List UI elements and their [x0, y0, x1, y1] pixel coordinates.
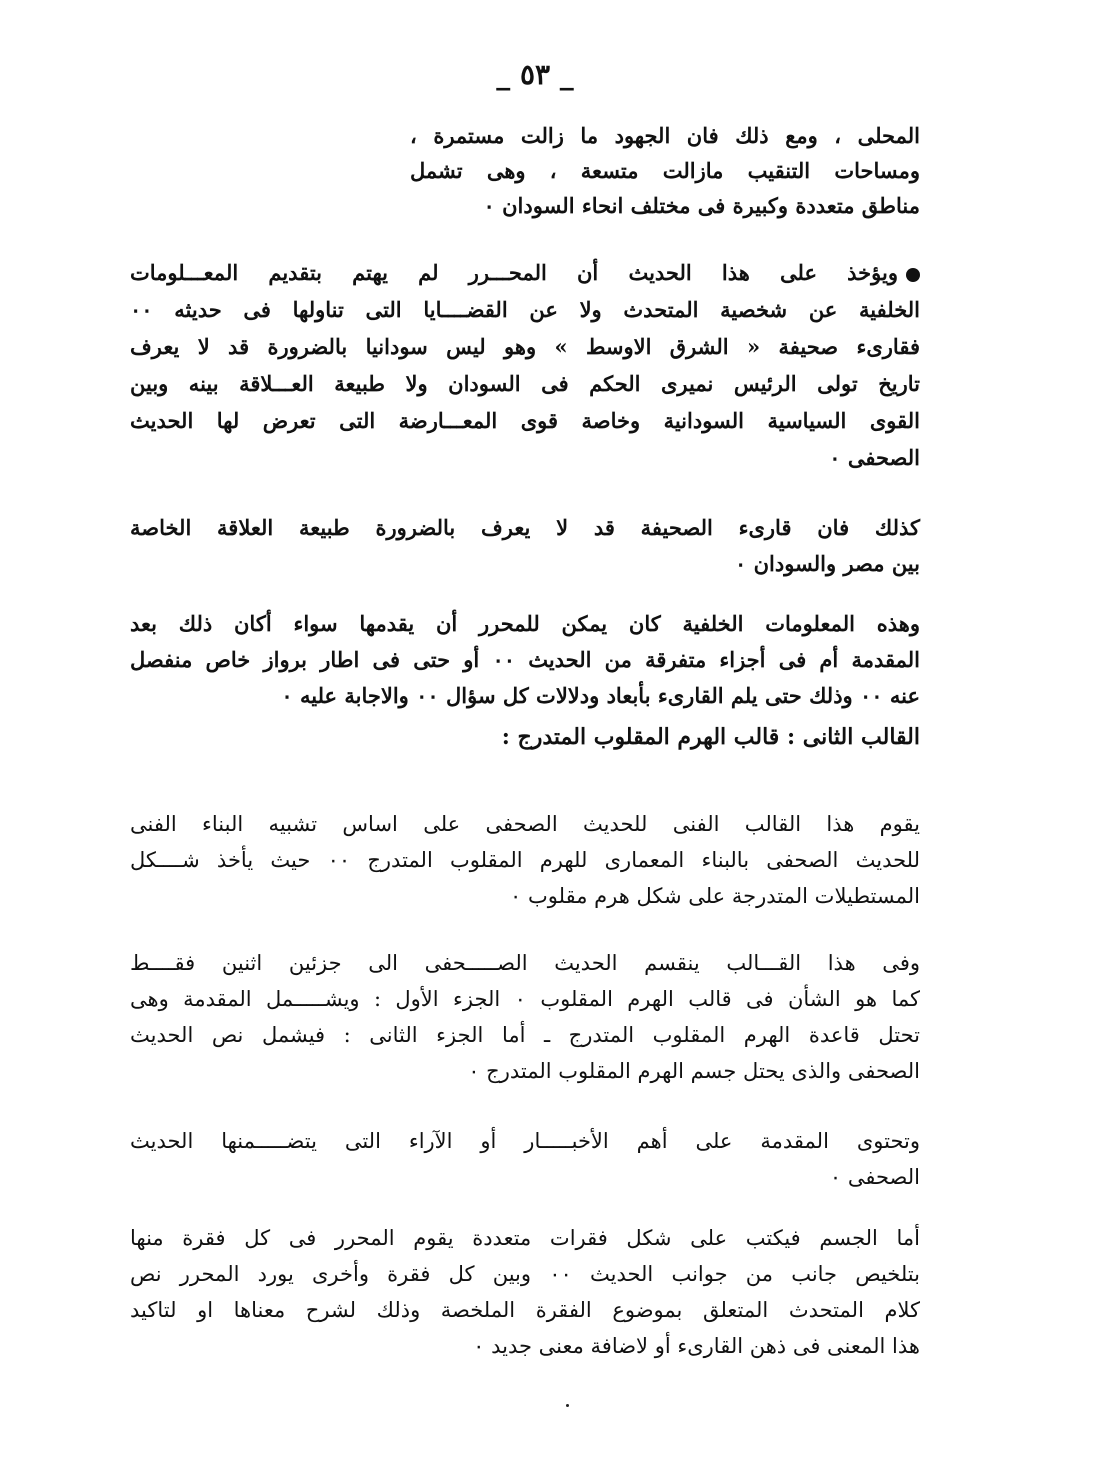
text-line: وتحتوى المقدمة على أهم الأخبـــــار أو الآراء التى يتضـــــمنها الحديث	[130, 1129, 920, 1153]
text-line: هذا المعنى فى ذهن القارىء أو لاضافة معنى جديد ٠	[473, 1334, 920, 1358]
text-line: كذلك فان قارىء الصحيفة قد لا يعرف بالضرورة طبيعة العلاقة الخاصة	[130, 515, 920, 540]
text-line: مناطق متعددة وكبيرة فى مختلف انحاء السودان ٠	[483, 193, 920, 218]
scan-speck	[566, 1404, 569, 1407]
text-line: القوى السياسية السودانية وخاصة قوى المعـــارضة التى تعرض لها الحديث	[130, 408, 920, 433]
section-heading: القالب الثانى : قالب الهرم المقلوب المتدرج :	[501, 724, 920, 750]
paragraph-template-definition	[130, 814, 920, 922]
text-line: تحتل قاعدة الهرم المقلوب المتدرج ـ أما الجزء الثانى : فيشمل نص الحديث	[130, 1023, 920, 1047]
text-line: كما هو الشأن فى قالب الهرم المقلوب ٠ الجزء الأول : ويشـــــمل المقدمة وهى	[130, 987, 921, 1011]
text-line: يقوم هذا القالب الفنى للحديث الصحفى على اساس تشبيه البناء الفنى	[130, 812, 920, 836]
text-line: وهذه المعلومات الخلفية كان يمكن للمحرر أن يقدمها سواء أكان ذلك بعد	[130, 611, 920, 636]
intro-paragraph	[410, 125, 920, 230]
paragraph-body-structure	[130, 1228, 920, 1372]
paragraph-introduction-content	[130, 1131, 920, 1203]
text-line: للحديث الصحفى بالبناء المعمارى للهرم المقلوب المتدرج ٠٠ حيث يأخذ شــــكل	[130, 848, 921, 872]
text-line: الخلفية عن شخصية المتحدث ولا عن القضــــايا التى تناولها فى حديثه ٠٠	[130, 297, 920, 322]
text-line: وفى هذا القـــالب ينقسم الحديث الصـــــحفى الى جزئين اثنين فقــــط	[130, 951, 920, 975]
text-line: بين مصر والسودان ٠	[735, 551, 920, 576]
text-line: تاريخ تولى الرئيس نميرى الحكم فى السودان ولا طبيعة العـــلاقة بينه وبين	[130, 371, 920, 396]
text-line: ومساحات التنقيب مازالت متسعة ، وهى تشمل	[410, 158, 920, 183]
paragraph-template-parts	[130, 953, 920, 1097]
page-number: _ ٥٣ _	[496, 58, 574, 91]
text-line: المحلى ، ومع ذلك فان الجهود ما زالت مستمرة ،	[410, 123, 920, 148]
text-line: فقارىء صحيفة « الشرق الاوسط » وهو ليس سودانيا بالضرورة قد لا يعرف	[130, 334, 920, 359]
text-line: الصحفى ٠	[829, 1165, 920, 1189]
paragraph-egypt-sudan	[130, 517, 920, 589]
text-line: المستطيلات المتدرجة على شكل هرم مقلوب ٠	[510, 884, 920, 908]
text-line: أما الجسم فيكتب على شكل فقرات متعددة يقوم المحرر فى كل فقرة منها	[130, 1226, 920, 1250]
text-line: الصحفى والذى يحتل جسم الهرم المقلوب المتدرج ٠	[468, 1059, 920, 1083]
paragraph-editor-info	[130, 613, 920, 721]
text-line: كلام المتحدث المتعلق بموضوع الفقرة الملخصة وذلك لشرح معناها او لتاكيد	[130, 1298, 920, 1322]
text-line: المقدمة أم فى أجزاء متفرقة من الحديث ٠٠ أو حتى فى اطار برواز خاص منفصل	[130, 647, 920, 672]
text-line: الصحفى ٠	[829, 445, 920, 470]
paragraph-background-info	[130, 262, 920, 484]
text-line: ويؤخذ على هذا الحديث أن المحـــرر لم يهتم بتقديم المعـــلومات	[130, 260, 898, 285]
text-line: بتلخيص جانب من جوانب الحديث ٠٠ وبين كل فقرة وأخرى يورد المحرر نص	[130, 1262, 920, 1286]
text-line: عنه ٠٠ وذلك حتى يلم القارىء بأبعاد ودلالات كل سؤال ٠٠ والاجابة عليه ٠	[281, 683, 920, 708]
bullet-icon	[906, 268, 920, 282]
text-line-with-bullet	[130, 262, 920, 299]
